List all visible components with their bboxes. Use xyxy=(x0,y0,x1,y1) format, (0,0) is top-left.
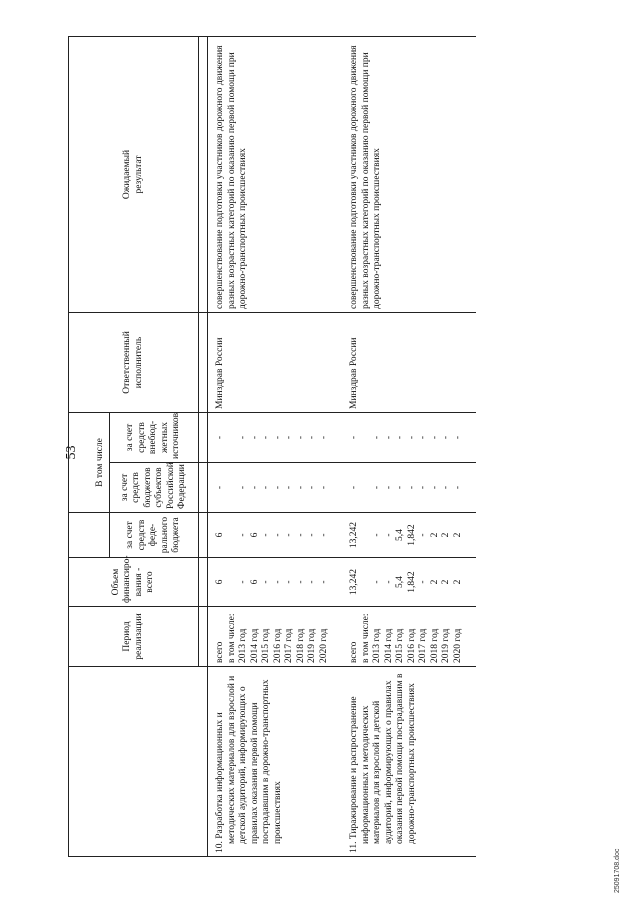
volume-value: - xyxy=(418,580,428,584)
period-2016: 2016 год xyxy=(406,628,417,663)
period-2020: 2020 год xyxy=(318,628,329,663)
federal-value: - xyxy=(383,533,394,537)
federal-value: 6 xyxy=(215,532,225,538)
program-measures-table xyxy=(68,36,476,857)
period-2019: 2019 год xyxy=(441,628,451,663)
table-row-measure-10 xyxy=(208,37,331,857)
header-period-label: Период реализации xyxy=(122,613,144,660)
federal-value: 1,842 xyxy=(406,524,417,546)
responsible-executor: Минздрав России xyxy=(342,313,464,413)
federal-value: - xyxy=(238,533,248,537)
extrabudget-value: - xyxy=(372,435,382,440)
regional-value: - xyxy=(441,485,451,490)
volume-value: 2 xyxy=(429,579,440,585)
federal-value: 5,4 xyxy=(395,529,405,541)
volume-value: - xyxy=(307,580,317,584)
extrabudget-value: - xyxy=(441,435,451,440)
header-result xyxy=(69,37,199,313)
federal-values xyxy=(342,513,464,558)
extrabudget-value: - xyxy=(272,435,283,440)
header-executor xyxy=(69,313,199,413)
federal-values xyxy=(208,513,331,558)
extrabudget-value: - xyxy=(349,435,359,440)
federal-value: - xyxy=(318,533,329,537)
volume-value: 13,242 xyxy=(349,568,359,596)
extrabudget-value: - xyxy=(318,435,329,440)
extrabudget-value: - xyxy=(429,435,440,440)
header-extrabudget-label: за счет средств внебюд- жетных источников xyxy=(125,412,182,459)
federal-value: 2 xyxy=(441,532,451,538)
header-executor-label: Ответственный исполнитель xyxy=(122,331,144,394)
regional-value: - xyxy=(383,485,394,490)
volume-value: - xyxy=(272,580,283,584)
federal-value: 6 xyxy=(249,532,260,538)
period-total: всего xyxy=(215,641,225,663)
volume-value: - xyxy=(318,580,329,584)
regional-value: - xyxy=(307,485,317,490)
table-row-measure-11 xyxy=(342,37,464,857)
volume-value: 2 xyxy=(441,579,451,585)
period-list xyxy=(342,607,464,667)
extrabudget-value: - xyxy=(418,435,428,440)
extrabudget-value: - xyxy=(452,435,463,440)
regional-value: - xyxy=(238,485,248,490)
regional-values xyxy=(208,463,331,513)
period-2017: 2017 год xyxy=(418,628,428,663)
federal-value: - xyxy=(372,533,382,537)
federal-value xyxy=(227,516,239,554)
extrabudget-value: - xyxy=(406,435,417,440)
regional-value: - xyxy=(452,485,463,490)
volume-value: - xyxy=(261,580,271,584)
regional-value: - xyxy=(215,485,225,490)
federal-value: - xyxy=(284,533,294,537)
header-including xyxy=(69,413,94,513)
regional-value: - xyxy=(349,485,359,490)
header-volume xyxy=(69,555,199,607)
measure-description-text: 11. Тиражирование и распространение информационных и методических материалов для взрослой и детской аудиторий, информирующих о правилах оказания первой помощи пострадавшим в дорожно-транспортных происшествиях xyxy=(349,673,417,853)
volume-value: - xyxy=(238,580,248,584)
extrabudget-value xyxy=(227,416,239,459)
extrabudget-values xyxy=(208,413,331,463)
regional-value: - xyxy=(249,485,260,490)
document-id: 25091708.doc xyxy=(614,848,621,893)
volume-value: 1,842 xyxy=(406,571,417,593)
regional-value: - xyxy=(418,485,428,490)
period-list xyxy=(208,607,331,667)
volume-values xyxy=(208,558,331,607)
extrabudget-value: - xyxy=(249,435,260,440)
volume-value: 2 xyxy=(452,579,463,585)
extrabudget-value: - xyxy=(395,435,405,440)
period-2019: 2019 год xyxy=(307,628,317,663)
regional-value: - xyxy=(261,485,271,490)
volume-value: - xyxy=(295,580,306,584)
header-row-top xyxy=(69,37,94,857)
volume-value: - xyxy=(284,580,294,584)
period-2020: 2020 год xyxy=(452,628,463,663)
federal-value xyxy=(361,516,373,554)
period-2015: 2015 год xyxy=(395,628,405,663)
table-row-measure-10-end xyxy=(330,37,342,857)
page-number: 53 xyxy=(64,445,79,460)
header-description xyxy=(69,667,208,857)
header-regional xyxy=(110,463,199,513)
measure-description-text: 10. Разработка информационных и методических материалов для взрослой и детской аудиторий, информирующих о правилах оказания первой помощи пострадавшим в дорожно-транспортных происшествиях xyxy=(215,675,283,853)
header-federal-spacer xyxy=(69,513,110,558)
regional-value: - xyxy=(406,485,417,490)
regional-value: - xyxy=(429,485,440,490)
period-2013: 2013 год xyxy=(372,628,382,663)
period-2015: 2015 год xyxy=(261,628,271,663)
expected-result: совершенствование подготовки участников дорожного движения разных возрастных категорий по оказанию первой помощи при дорожно-транспортных происшествиях xyxy=(342,37,464,313)
period-2013: 2013 год xyxy=(238,628,248,663)
volume-value: - xyxy=(372,580,382,584)
regional-value: - xyxy=(284,485,294,490)
header-regional-label: за счет средств бюджетов субъектов Российской Федерации xyxy=(119,462,187,509)
header-result-label: Ожидаемый результат xyxy=(122,149,144,200)
federal-value: 2 xyxy=(429,532,440,538)
header-extrabudget xyxy=(110,413,199,463)
regional-value xyxy=(227,466,239,509)
federal-value: 2 xyxy=(452,532,463,538)
regional-value xyxy=(361,466,373,509)
extrabudget-value xyxy=(361,416,373,459)
extrabudget-value: - xyxy=(215,435,225,440)
federal-value: - xyxy=(272,533,283,537)
volume-value: 6 xyxy=(249,579,260,585)
period-2014: 2014 год xyxy=(383,628,394,663)
volume-value xyxy=(227,561,239,603)
extrabudget-value: - xyxy=(238,435,248,440)
period-2018: 2018 год xyxy=(429,628,440,663)
extrabudget-values xyxy=(342,413,464,463)
header-federal-label: за счет средств феде- рального бюджета xyxy=(125,516,182,554)
regional-value: - xyxy=(295,485,306,490)
extrabudget-value: - xyxy=(383,435,394,440)
measure-description xyxy=(208,667,331,857)
volume-value xyxy=(361,561,373,603)
volume-value: 6 xyxy=(215,579,225,585)
period-2016: 2016 год xyxy=(272,628,283,663)
period-total: всего xyxy=(349,641,359,663)
federal-value: - xyxy=(295,533,306,537)
extrabudget-value: - xyxy=(284,435,294,440)
table-row-measure-11-end xyxy=(464,37,476,857)
period-including: в том числе: xyxy=(360,613,371,663)
regional-value: - xyxy=(272,485,283,490)
measure-description xyxy=(342,667,464,857)
volume-value: 5,4 xyxy=(395,576,405,588)
regional-value: - xyxy=(372,485,382,490)
responsible-executor: Минздрав России xyxy=(208,313,331,413)
extrabudget-value: - xyxy=(261,435,271,440)
volume-value: - xyxy=(383,580,394,584)
regional-values xyxy=(342,463,464,513)
period-2017: 2017 год xyxy=(284,628,294,663)
regional-value: - xyxy=(395,485,405,490)
extrabudget-value: - xyxy=(307,435,317,440)
period-2014: 2014 год xyxy=(249,628,260,663)
extrabudget-value: - xyxy=(295,435,306,440)
federal-value: - xyxy=(261,533,271,537)
federal-value: - xyxy=(307,533,317,537)
volume-values xyxy=(342,558,464,607)
period-including: в том числе: xyxy=(226,613,237,663)
regional-value: - xyxy=(318,485,329,490)
expected-result: совершенствование подготовки участников дорожного движения разных возрастных категорий по оказанию первой помощи при дорожно-транспортных происшествиях xyxy=(208,37,331,313)
header-volume-label: Объем финансиро- вания - всего xyxy=(110,555,155,603)
federal-value: - xyxy=(418,533,428,537)
header-including-label: В том числе xyxy=(93,413,110,513)
header-period xyxy=(69,607,199,667)
period-2018: 2018 год xyxy=(295,628,306,663)
federal-value: 13,242 xyxy=(349,521,359,549)
header-federal xyxy=(110,513,199,558)
